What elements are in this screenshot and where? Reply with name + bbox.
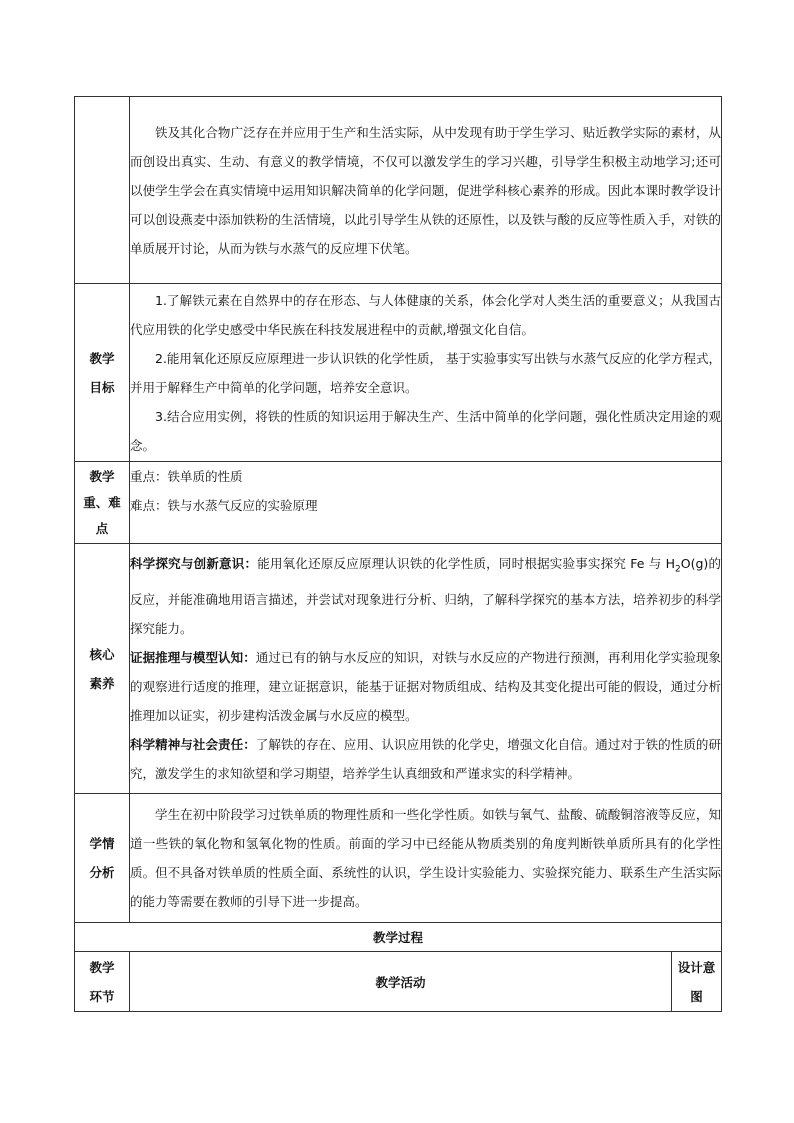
key-point-difficulty: 难点：铁与水蒸气反应的实验原理 [130,498,318,513]
objective-item: 1.了解铁元素在自然界中的存在形态、与人体健康的关系，体会化学对人类生活的重要意义；从我国古代应用铁的化学史感受中华民族在科技发展进程中的贡献,增强文化自信。 [130,292,722,337]
literacy-content [130,544,722,794]
literacy-item: 科学精神与社会责任：了解铁的存在、应用、认识应用铁的化学史，增强文化自信。通过对于铁的性质的研究，激发学生的求知欲望和学习期望，培养学生认真细致和严谨求实的科学精神。 [130,736,721,781]
key-point-focus: 重点：铁单质的性质 [130,469,243,484]
objectives-row [75,284,722,462]
key-points-content [130,462,722,544]
background-text: 铁及其化合物广泛存在并应用于生产和生活实际，从中发现有助于学生学习、贴近教学实际的素材，从而创设出真实、生动、有意义的教学情境，不仅可以激发学生的学习兴趣，引导学生积极主动地学习;还可以使学生学会在真实情境中运用知识解决简单的化学问题，促进学科核心素养的形成。因此本课时教学设计可以创设燕麦中添加铁粉的生活情境，以此引导学生从铁的还原性，以及铁与酸的反应等性质入手，对铁的单质展开讨论，从而为铁与水蒸气的反应埋下伏笔。 [130,124,722,256]
design-column-header: 设计意 图 [672,952,722,1012]
objective-item: 2.能用氧化还原反应原理进一步认识铁的化学性质， 基于实验事实写出铁与水蒸气反应的化学方程式，并用于解释生产中简单的化学问题，培养安全意识。 [130,350,722,395]
background-content [130,97,722,284]
lesson-plan-table [74,96,722,1012]
literacy-row [75,544,722,794]
key-points-label: 教学 重、难 点 [75,462,130,544]
literacy-label: 核心 素养 [75,544,130,794]
objectives-content [130,284,722,462]
process-header-row [75,952,722,1012]
literacy-item: 科学探究与创新意识：能用氧化还原反应原理认识铁的化学性质，同时根据实验事实探究 Fe 与 $H_2O(g)$的反应，并能准确地用语言描述，并尝试对现象进行分析、归纳，了解科学探究的基本方法，培养初步的科学探究能力。 [130,556,722,636]
key-points-row [75,462,722,544]
analysis-content [130,794,722,923]
objective-item: 3.结合应用实例，将铁的性质的知识运用于解决生产、生活中简单的化学问题，强化性质决定用途的观念。 [130,408,722,453]
analysis-row [75,794,722,923]
objectives-label: 教学 目标 [75,284,130,462]
process-title: 教学过程 [75,923,722,952]
activity-column-header: 教学活动 [130,952,672,1012]
analysis-text: 学生在初中阶段学习过铁单质的物理性质和一些化学性质。如铁与氧气、盐酸、硫酸铜溶液等反应，知道一些铁的氧化物和氢氧化物的性质。前面的学习中已经能从物质类别的角度判断铁单质所具有的化学性质。但不具备对铁单质的性质全面、系统性的认识，学生设计实验能力、实验探究能力、联系生产生活实际的能力等需要在教师的引导下进一步提高。 [130,807,722,909]
background-label [75,97,130,284]
literacy-item: 证据推理与模型认知：通过已有的钠与水反应的知识，对铁与水反应的产物进行预测，再利用化学实验现象的观察进行适度的推理，建立证据意识，能基于证据对物质组成、结构及其变化提出可能的假设，通过分析推理加以证实，初步建构活泼金属与水反应的模型。 [130,649,722,723]
background-row [75,97,722,284]
analysis-label: 学情 分析 [75,794,130,923]
stage-column-header: 教学 环节 [75,952,130,1012]
process-title-row [75,923,722,952]
